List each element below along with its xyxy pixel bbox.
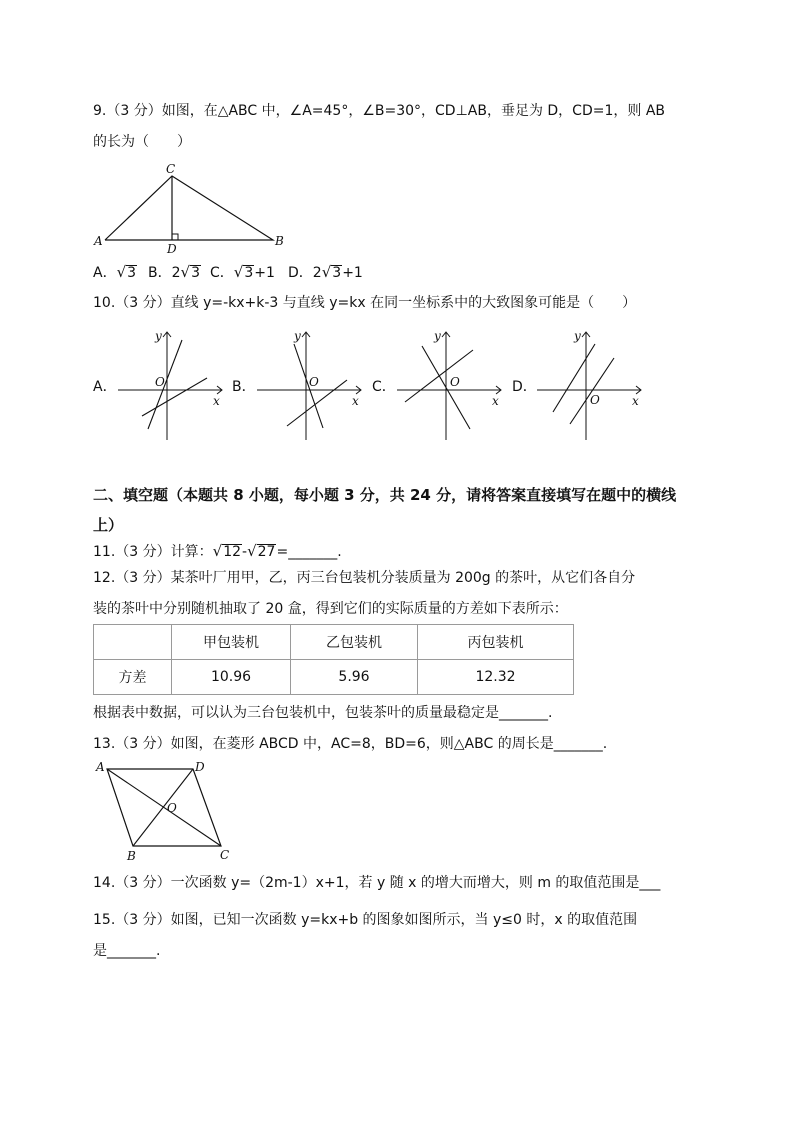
q9-option-d-radicand: 3 [332, 265, 342, 281]
table-row [94, 660, 574, 695]
q15-text-line2: 是_______. [93, 943, 161, 959]
variance-table [93, 624, 574, 695]
table-header-cell: 乙包装机 [291, 625, 418, 660]
q9-option-a-radicand: 3 [127, 265, 137, 281]
q9-option-d: D．2√3+1 [288, 263, 363, 281]
q9-option-d-tail: +1 [342, 265, 363, 281]
q12-text-line3: 根据表中数据，可以认为三台包装机中，包装茶叶的质量最稳定是_______. [93, 705, 553, 721]
q9-label-a: A [94, 234, 103, 248]
q10-c-origin: O [450, 375, 460, 389]
q9-label-c: C [166, 162, 176, 176]
q9-option-b: B．2√3 [148, 263, 201, 281]
q9-option-c: C．√3+1 [210, 263, 275, 281]
q11-text: 11.（3 分）计算：√12-√27=_______. [93, 542, 342, 560]
q9-option-d-coef: 2 [312, 265, 322, 281]
q9-option-a: A．√3 [93, 263, 137, 281]
q11-radicand1: 12 [223, 544, 242, 560]
table-cell: 12.32 [418, 660, 574, 695]
q10-option-a-label: A． [93, 379, 117, 395]
section2-heading-line1: 二、填空题（本题共 8 小题，每小题 3 分，共 24 分，请将答案直接填写在题中的横线 [93, 486, 677, 504]
q9-label-d: D [167, 242, 177, 256]
q11-tail: =_______. [276, 544, 342, 560]
q10-b-x-label: x [352, 394, 359, 408]
q10-graph-c [397, 326, 507, 442]
table-cell: 5.96 [291, 660, 418, 695]
q9-option-a-label: A． [93, 265, 117, 281]
q9-option-b-coef: 2 [171, 265, 181, 281]
q15-text-line1: 15.（3 分）如图，已知一次函数 y=kx+b 的图象如图所示，当 y≤0 时，x 的取值范围 [93, 912, 638, 928]
q12-text-line2: 装的茶叶中分别随机抽取了 20 盒，得到它们的实际质量的方差如下表所示： [93, 601, 568, 617]
q10-option-c-label: C． [372, 379, 396, 395]
q10-text: 10.（3 分）直线 y=-kx+k-3 与直线 y=kx 在同一坐标系中的大致图象可能是（ ） [93, 295, 637, 311]
q10-d-origin: O [590, 393, 600, 407]
q9-text-line1: 9.（3 分）如图，在△ABC 中，∠A=45°，∠B=30°，CD⊥AB，垂足为 D，CD=1，则 AB [93, 103, 666, 119]
q10-b-y-label: y [294, 329, 301, 343]
q13-label-c: C [220, 848, 230, 862]
q10-b-origin: O [309, 375, 319, 389]
q10-graph-a [118, 326, 228, 442]
q10-a-x-label: x [213, 394, 220, 408]
q9-option-c-tail: +1 [254, 265, 275, 281]
section2-heading-line2: 上） [93, 516, 124, 534]
q9-option-c-label: C． [210, 265, 234, 281]
q10-c-y-label: y [434, 329, 441, 343]
q13-label-o: O [167, 801, 177, 815]
q13-rhombus-figure [93, 758, 243, 863]
q13-label-b: B [127, 849, 136, 863]
q10-option-b-label: B． [232, 379, 256, 395]
q10-a-origin: O [155, 375, 165, 389]
table-cell: 10.96 [172, 660, 291, 695]
q9-option-d-label: D． [288, 265, 313, 281]
table-cell: 方差 [94, 660, 172, 695]
q12-text-line1: 12.（3 分）某茶叶厂用甲，乙，丙三台包装机分装质量为 200g 的茶叶，从它们各自分 [93, 570, 636, 586]
table-header-cell [94, 625, 172, 660]
q10-graph-b [257, 326, 367, 442]
q10-graph-d [537, 326, 647, 442]
q13-label-a: A [96, 760, 105, 774]
table-header-cell: 甲包装机 [172, 625, 291, 660]
q10-d-y-label: y [574, 329, 581, 343]
q13-text: 13.（3 分）如图，在菱形 ABCD 中，AC=8，BD=6，则△ABC 的周长是_______. [93, 736, 608, 752]
q9-option-b-label: B． [148, 265, 172, 281]
q9-option-c-radicand: 3 [244, 265, 254, 281]
q11-radicand2: 27 [257, 544, 276, 560]
q9-triangle-figure [93, 160, 293, 255]
q13-label-d: D [195, 760, 205, 774]
q14-text: 14.（3 分）一次函数 y=（2m-1）x+1，若 y 随 x 的增大而增大，则 m 的取值范围是___ [93, 875, 661, 891]
q9-option-b-radicand: 3 [191, 265, 201, 281]
q10-d-x-label: x [632, 394, 639, 408]
q11-prefix: 11.（3 分）计算： [93, 544, 213, 560]
q11-minus: - [242, 544, 248, 560]
q10-option-d-label: D． [512, 379, 537, 395]
q10-c-x-label: x [492, 394, 499, 408]
q10-a-y-label: y [155, 329, 162, 343]
q9-label-b: B [275, 234, 284, 248]
q9-text-line2: 的长为（ ） [93, 134, 191, 150]
table-header-cell: 丙包装机 [418, 625, 574, 660]
table-header-row [94, 625, 574, 660]
